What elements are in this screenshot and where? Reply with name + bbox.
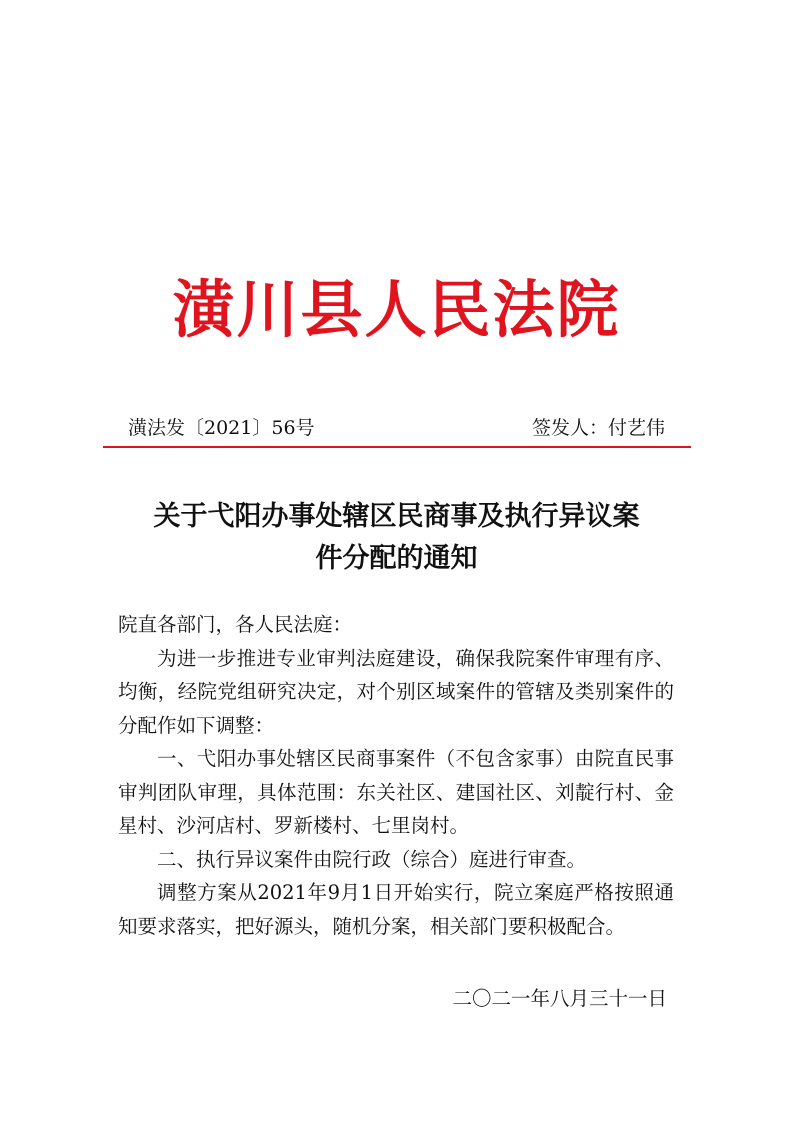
issuer-header: 潢川县人民法院 bbox=[172, 273, 621, 346]
salutation: 院直各部门，各人民法庭： bbox=[118, 613, 353, 636]
paragraph-intro: 为进一步推进专业审判法庭建设，确保我院案件审理有序、均衡，经院党组研究决定，对个别区域案件的管辖及类别案件的分配作如下调整： bbox=[118, 646, 674, 737]
issue-date: 二〇二一年八月三十一日 bbox=[452, 987, 667, 1010]
paragraph-closing: 调整方案从2021年9月1日开始实行，院立案庭严格按照通知要求落实，把好源头，随机分案，相关部门要积极配合。 bbox=[118, 881, 674, 938]
paragraph-item-2: 二、执行异议案件由院行政（综合）庭进行审查。 bbox=[157, 847, 587, 871]
title-line-2: 件分配的通知 bbox=[315, 543, 478, 574]
document-body bbox=[118, 608, 674, 943]
red-divider-line bbox=[103, 446, 691, 448]
document-title bbox=[100, 496, 693, 580]
document-meta-line bbox=[128, 414, 665, 442]
paragraph-item-1: 一、弋阳办事处辖区民商事案件（不包含家事）由院直民事审判团队审理，具体范围：东关社区、建国社区、刘靛行村、金星村、沙河店村、罗新楼村、七里岗村。 bbox=[118, 747, 674, 837]
signer: 签发人：付艺伟 bbox=[531, 417, 665, 439]
document-number: 潢法发〔2021〕56号 bbox=[128, 417, 315, 439]
title-line-1: 关于弋阳办事处辖区民商事及执行异议案 bbox=[153, 501, 640, 532]
